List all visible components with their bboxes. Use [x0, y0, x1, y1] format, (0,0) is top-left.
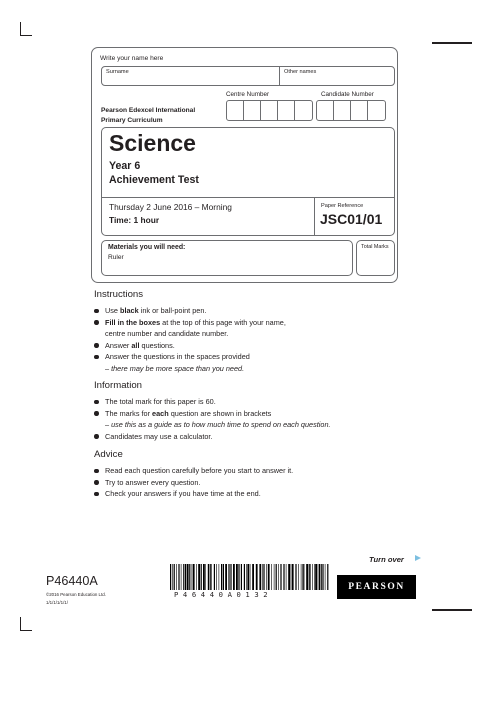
bullet-icon: [94, 411, 99, 416]
turn-over-label: Turn over: [369, 555, 404, 564]
qualification-line-2: Primary Curriculum: [101, 117, 163, 124]
pearson-logo: PEARSON: [337, 575, 416, 599]
crop-mark: [432, 609, 472, 611]
barcode-icon: [170, 564, 330, 590]
list-item: Try to answer every question.: [94, 477, 293, 489]
crop-mark: [20, 35, 32, 36]
materials-heading: Materials you will need:: [108, 244, 186, 251]
list-item: Fill in the boxes at the top of this page with your name, centre number and candidate number.: [94, 317, 286, 340]
bullet-icon: [94, 309, 99, 314]
divider: [279, 67, 280, 85]
divider: [314, 197, 315, 235]
year-label: Year 6: [109, 160, 141, 172]
list-item: The total mark for this paper is 60.: [94, 396, 331, 408]
exam-time: Time: 1 hour: [109, 215, 160, 225]
candidate-number-label: Candidate Number: [321, 91, 374, 98]
subject-title: Science: [109, 130, 196, 156]
list-item: Answer all questions.: [94, 340, 286, 352]
crop-mark: [20, 22, 21, 36]
centre-number-boxes[interactable]: [226, 100, 313, 121]
other-names-field[interactable]: Other names: [284, 69, 317, 75]
total-marks-box: [356, 240, 395, 276]
surname-field[interactable]: Surname: [106, 69, 129, 75]
bullet-icon: [94, 343, 99, 348]
candidate-number-boxes[interactable]: [316, 100, 386, 121]
information-heading: Information: [94, 380, 142, 391]
list-item: Candidates may use a calculator.: [94, 431, 331, 443]
list-item: Check your answers if you have time at the end.: [94, 488, 293, 500]
total-marks-label: Total Marks: [361, 244, 389, 250]
qualification-line-1: Pearson Edexcel International: [101, 107, 196, 114]
paper-reference: JSC01/01: [320, 211, 383, 227]
list-item: Answer the questions in the spaces provided – there may be more space than you need.: [94, 351, 286, 374]
list-item: Use black ink or ball-point pen.: [94, 305, 286, 317]
advice-heading: Advice: [94, 449, 123, 460]
crop-mark: [432, 42, 472, 44]
crop-mark: [20, 630, 32, 631]
bullet-icon: [94, 355, 99, 360]
paper-code: P46440A: [46, 574, 98, 588]
bullet-icon: [94, 480, 99, 485]
job-number: 1/1/1/1/1/1/: [46, 600, 68, 605]
qualification-name: [101, 106, 195, 126]
crop-mark: [20, 617, 21, 631]
divider: [102, 197, 394, 198]
bullet-icon: [94, 400, 99, 405]
bullet-icon: [94, 434, 99, 439]
materials-value: Ruler: [108, 254, 124, 261]
subject-box: [101, 127, 395, 236]
name-fields: [101, 66, 395, 86]
bullet-icon: [94, 320, 99, 325]
barcode-number: P46440A0132: [174, 590, 273, 599]
bullet-icon: [94, 492, 99, 497]
write-name-label: Write your name here: [100, 55, 164, 62]
advice-list: [94, 465, 293, 500]
paper-reference-label: Paper Reference: [321, 203, 364, 209]
cover-details-box: [91, 47, 398, 283]
list-item: The marks for each question are shown in brackets – use this as a guide as to how much time to spend on each question.: [94, 408, 331, 431]
copyright: ©2016 Pearson Education Ltd.: [46, 592, 106, 597]
bullet-icon: [94, 469, 99, 474]
list-item: Read each question carefully before you start to answer it.: [94, 465, 293, 477]
centre-number-label: Centre Number: [226, 91, 270, 98]
information-list: [94, 396, 331, 442]
materials-box: [101, 240, 353, 276]
exam-date: Thursday 2 June 2016 – Morning: [109, 202, 232, 212]
instructions-list: [94, 305, 286, 374]
play-arrow-icon: [415, 555, 421, 561]
instructions-heading: Instructions: [94, 289, 144, 300]
test-label: Achievement Test: [109, 174, 199, 186]
